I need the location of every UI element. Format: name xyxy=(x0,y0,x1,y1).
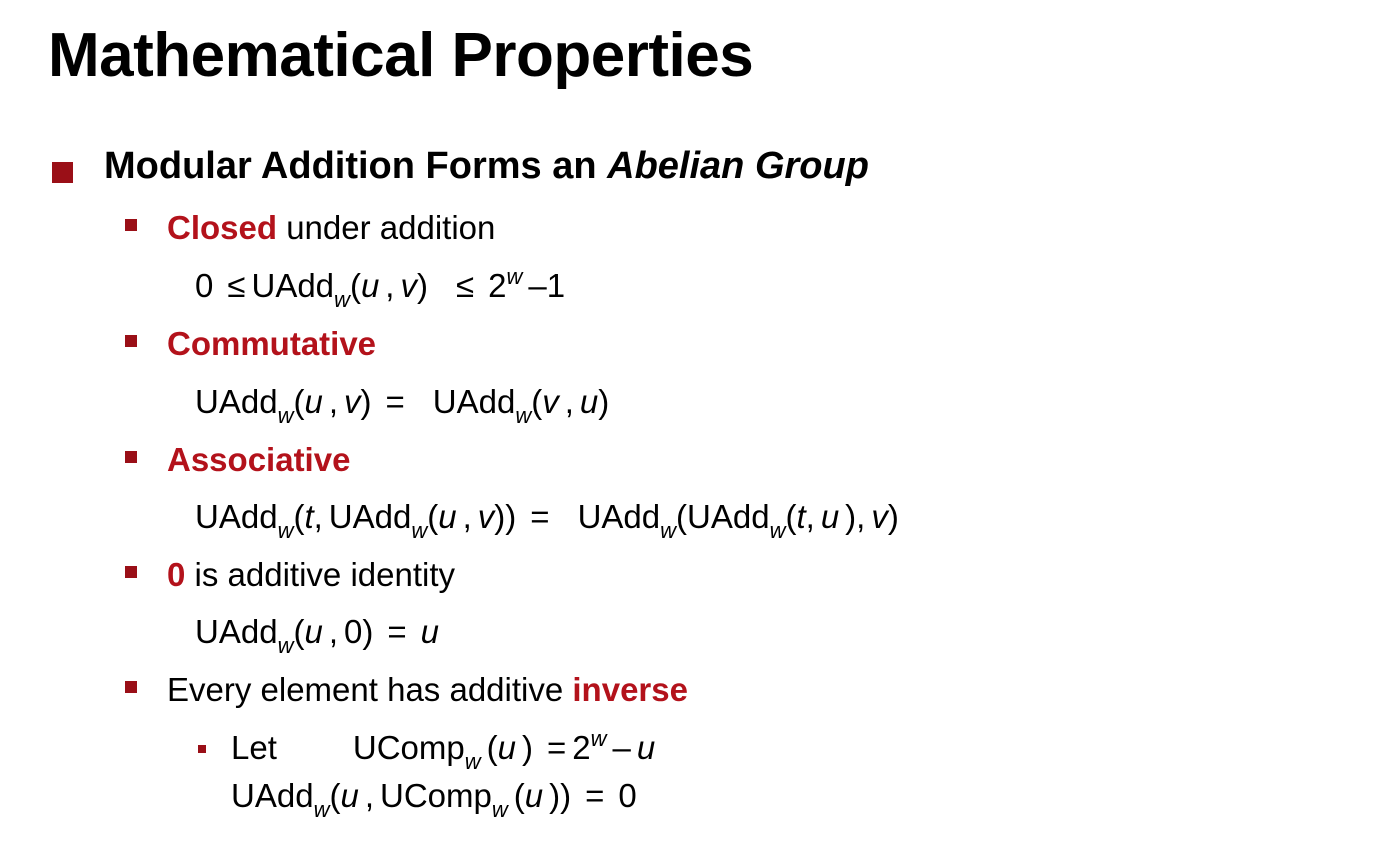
keyword-zero: 0 xyxy=(167,556,186,593)
keyword-closed: Closed xyxy=(167,209,278,246)
square-bullet-icon xyxy=(125,566,137,578)
inverse-prefix: Every element has additive xyxy=(167,671,573,708)
main-point-emphasis: Abelian Group xyxy=(607,145,869,187)
formula-ucomp: Let UComp$_w$ (u ) = $2^w$ – u xyxy=(231,726,656,774)
closed-rest: under addition xyxy=(277,209,496,246)
formula-associative: UAdd$_w$(t, UAdd$_w$(u , v)) = UAdd$_w$(UAdd$_w$(t, u ), v) xyxy=(195,498,899,543)
square-bullet-icon xyxy=(125,451,137,463)
square-bullet-icon xyxy=(52,162,73,183)
property-commutative xyxy=(167,324,376,364)
property-closed xyxy=(167,208,495,248)
small-square-bullet-icon xyxy=(198,745,206,753)
formula-closed: 0 ≤ UAdd$_w$(u , $v) \le 2^w$ –1 xyxy=(195,264,566,312)
keyword-associative: Associative xyxy=(167,441,351,478)
square-bullet-icon xyxy=(125,335,137,347)
main-point xyxy=(104,144,869,190)
keyword-inverse: inverse xyxy=(572,671,688,708)
square-bullet-icon xyxy=(125,681,137,693)
keyword-commutative: Commutative xyxy=(167,325,377,362)
property-inverse xyxy=(167,670,688,710)
formula-inverse: UAdd$_w$(u , UComp$_w$ (u )) = 0 xyxy=(231,777,637,822)
identity-rest: is additive identity xyxy=(185,556,455,593)
formula-identity: UAdd$_w$(u , 0) = u xyxy=(195,613,439,658)
slide-title: Mathematical Properties xyxy=(48,21,754,90)
main-point-text: Modular Addition Forms an xyxy=(104,145,608,187)
formula-commutative: UAdd$_w$(u , v) = UAdd$_w$(v , u) xyxy=(195,383,610,428)
square-bullet-icon xyxy=(125,219,137,231)
property-associative xyxy=(167,440,350,480)
property-identity xyxy=(167,555,455,595)
